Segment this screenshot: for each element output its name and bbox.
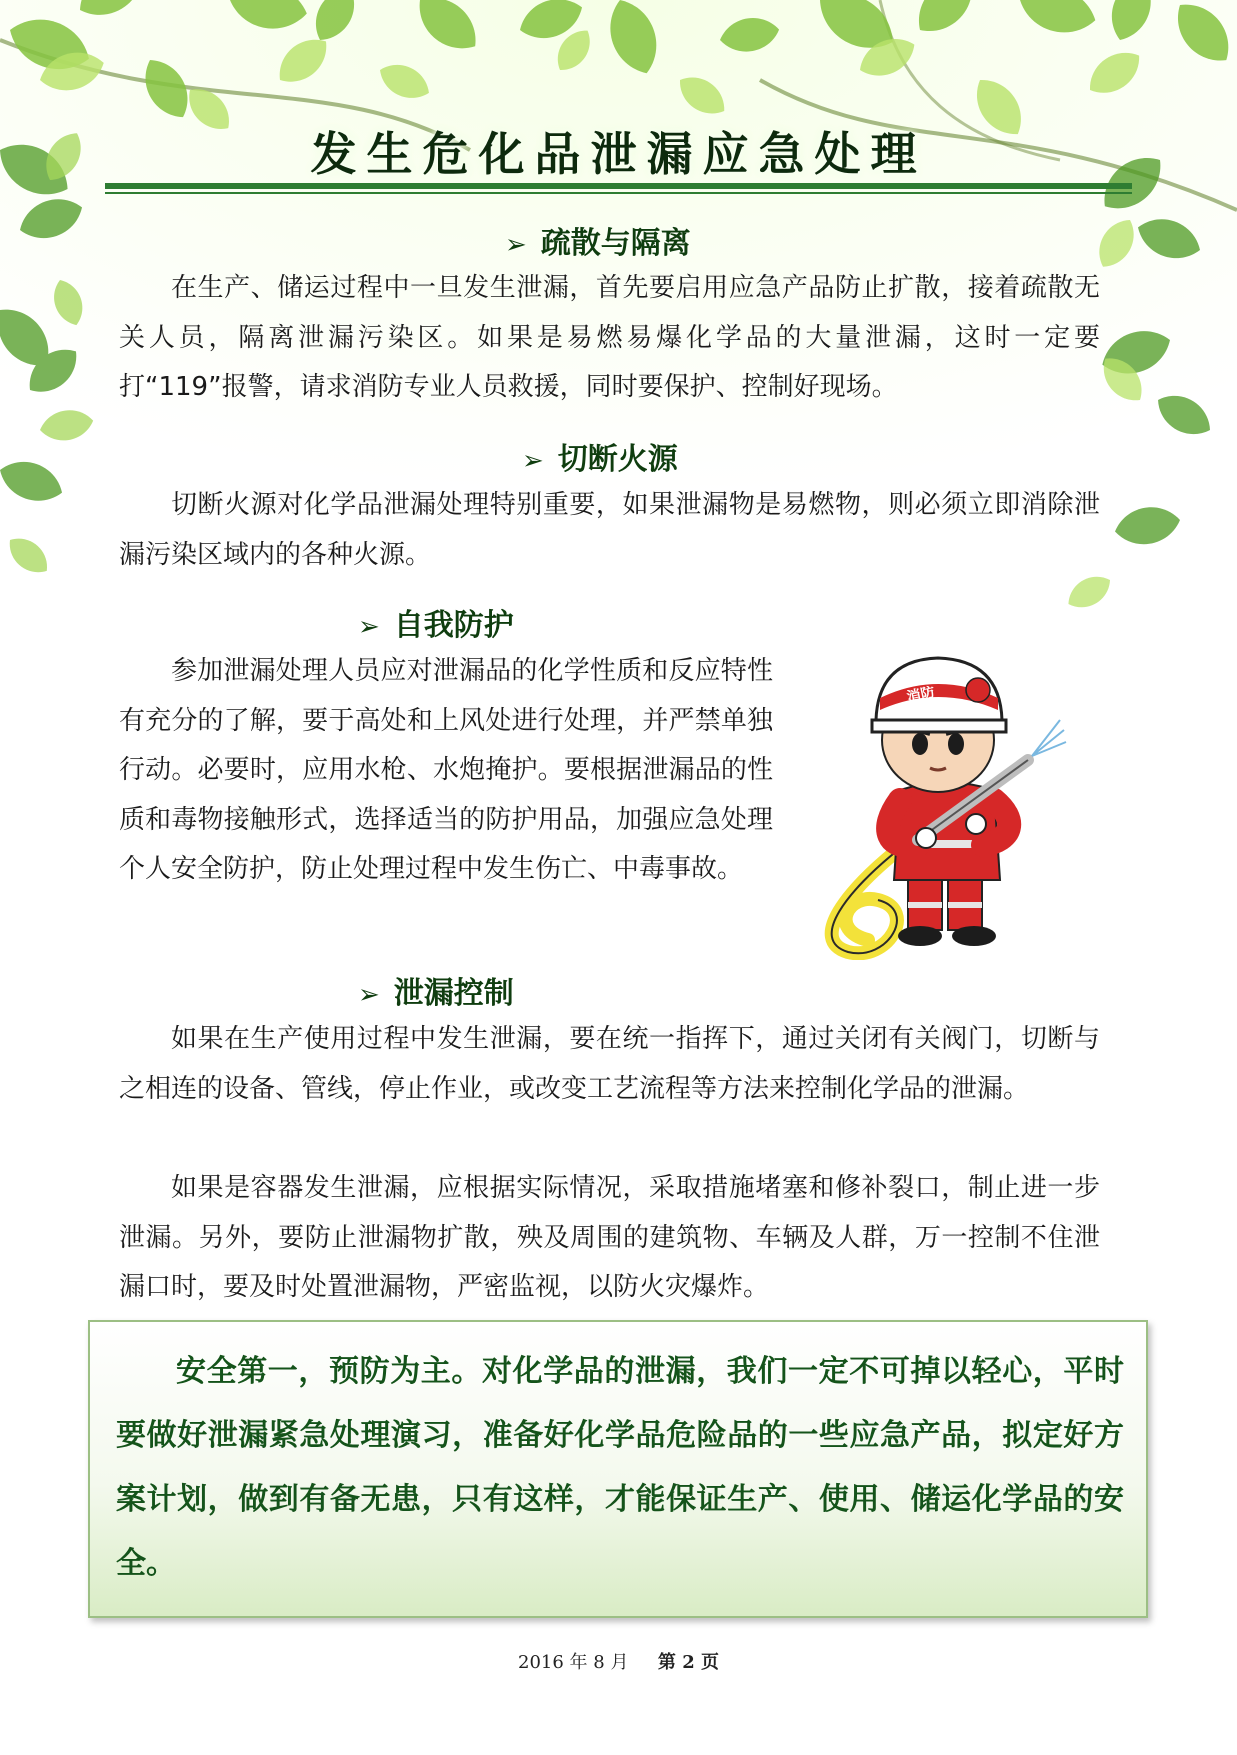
arrow-bullet-icon: ➢ <box>358 612 380 642</box>
section-heading-self-protection <box>358 600 514 644</box>
firefighter-illustration <box>808 640 1068 960</box>
title-underline-thin <box>105 192 1132 194</box>
section-heading-evacuation <box>505 218 691 262</box>
safety-callout-text: 安全第一，预防为主。对化学品的泄漏，我们一定不可掉以轻心，平时要做好泄漏紧急处理演习，准备好化学品危险品的一些应急产品，拟定好方案计划，做到有备无患，只有这样，才能保证生产、使用、储运化学品的安全。 <box>116 1354 1124 1581</box>
arrow-bullet-icon: ➢ <box>522 446 544 476</box>
section-heading-leak-control <box>358 968 514 1012</box>
section-paragraph: 如果在生产使用过程中发生泄漏，要在统一指挥下，通过关闭有关阀门，切断与之相连的设备、管线，停止作业，或改变工艺流程等方法来控制化学品的泄漏。 <box>119 1024 1100 1104</box>
section-paragraph: 在生产、储运过程中一旦发生泄漏，首先要启用应急产品防止扩散，接着疏散无关人员，隔离泄漏污染区。如果是易燃易爆化学品的大量泄漏，这时一定要打“119”报警，请求消防专业人员救援，同时要保护、控制好现场。 <box>119 273 1100 402</box>
footer-page-number: 第 2 页 <box>657 1652 719 1673</box>
safety-callout-box <box>88 1320 1148 1618</box>
arrow-bullet-icon: ➢ <box>358 980 380 1010</box>
section-heading-text: 疏散与隔离 <box>540 226 691 261</box>
footer-date: 2016 年 8 月 <box>518 1652 629 1673</box>
page-footer <box>0 1648 1237 1674</box>
section-paragraph: 切断火源对化学品泄漏处理特别重要，如果泄漏物是易燃物，则必须立即消除泄漏污染区域内的各种火源。 <box>119 490 1100 570</box>
section-heading-cut-fire-source <box>522 434 678 478</box>
section-heading-text: 泄漏控制 <box>393 976 514 1011</box>
section-paragraph: 参加泄漏处理人员应对泄漏品的化学性质和反应特性有充分的了解，要于高处和上风处进行处理，并严禁单独行动。必要时，应用水枪、水炮掩护。要根据泄漏品的性质和毒物接触形式，选择适当的防护用品，加强应急处理个人安全防护，防止处理过程中发生伤亡、中毒事故。 <box>119 656 773 884</box>
section-heading-text: 自我防护 <box>393 608 514 643</box>
title-underline <box>105 183 1132 189</box>
section-heading-text: 切断火源 <box>557 442 678 477</box>
helmet-label: 消防 <box>905 684 937 706</box>
page-title: 发生危化品泄漏应急处理 <box>310 127 927 181</box>
arrow-bullet-icon: ➢ <box>505 230 527 260</box>
section-paragraph: 如果是容器发生泄漏，应根据实际情况，采取措施堵塞和修补裂口，制止进一步泄漏。另外，要防止泄漏物扩散，殃及周围的建筑物、车辆及人群，万一控制不住泄漏口时，要及时处置泄漏物，严密监视，以防火灾爆炸。 <box>119 1173 1100 1302</box>
